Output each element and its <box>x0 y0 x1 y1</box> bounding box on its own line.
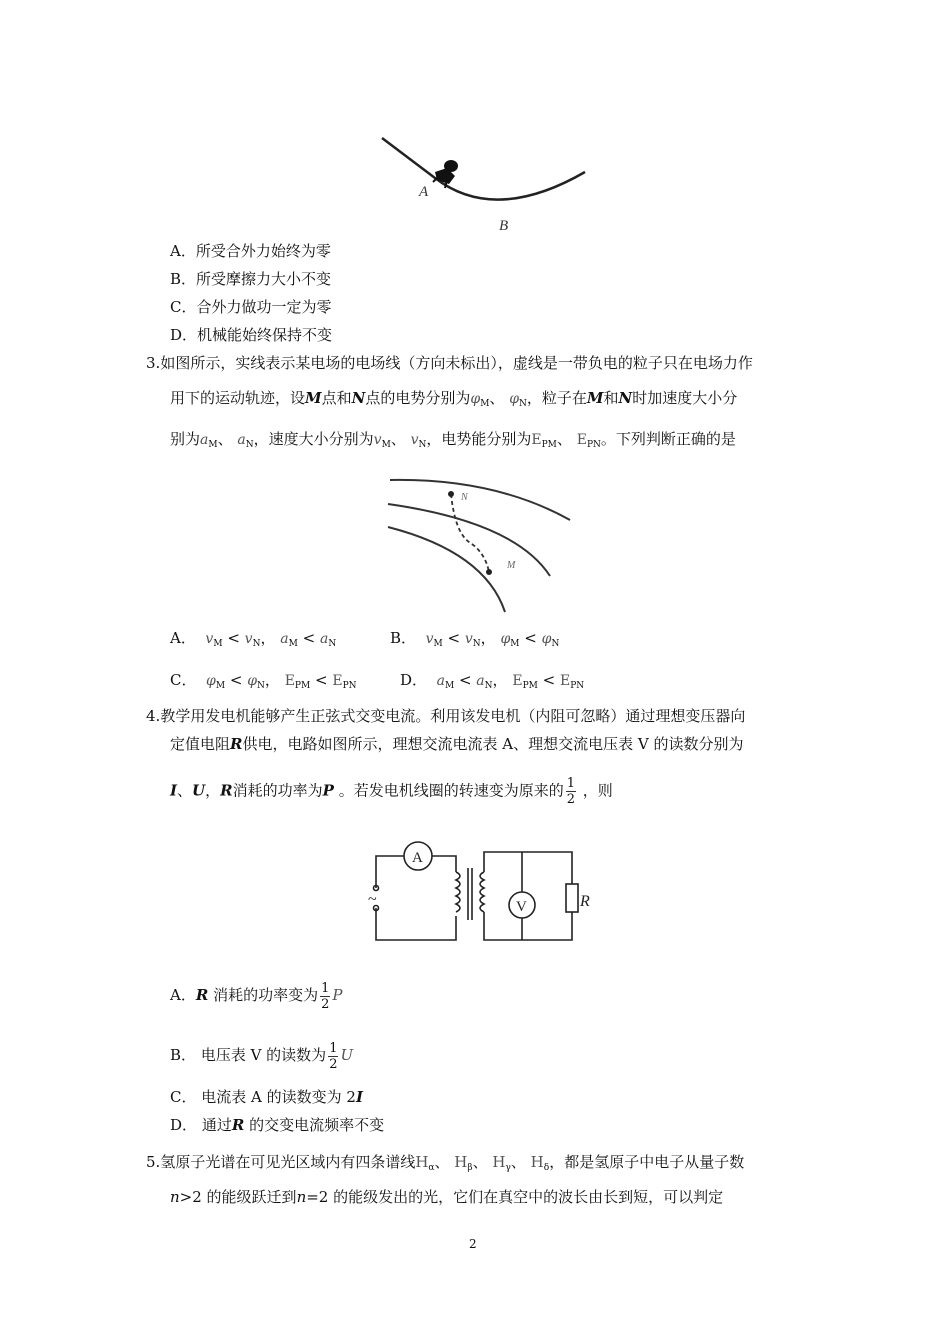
figure-bowl-track <box>375 132 590 234</box>
q3-line-2: 用下的运动轨迹，设M点和N点的电势分别为$\varphi_M$、 $\varphi_N$，粒子在M和N时加速度大小分 <box>170 389 738 409</box>
point-m <box>486 569 492 575</box>
q2-option-c: C．合外力做功一定为零 <box>170 298 332 316</box>
svg-text:N: N <box>461 492 468 503</box>
fraction-one-half: $\frac{1}{2}$ <box>566 776 575 807</box>
label-a: A <box>419 184 429 200</box>
q3-option-a: A． $v_M < v_N$， $a_M < a_N$ <box>170 629 337 649</box>
q5-line-2: n>2 的能级跃迁到n=2 的能级发出的光，它们在真空中的波长由长到短，可以判定 <box>170 1188 724 1206</box>
figure-circuit <box>362 838 598 948</box>
q4-option-b: B． 电压表 V 的读数为 $\frac{1}{2}$ U <box>170 1040 354 1072</box>
block-person-icon <box>433 160 458 188</box>
q3-option-c: C． $\varphi_M < \varphi_N$， $E_{PM} < E_{PN}$ <box>170 671 357 691</box>
point-n <box>448 491 454 497</box>
q2-option-d: D．机械能始终保持不变 <box>170 326 333 344</box>
svg-text:M: M <box>507 560 516 571</box>
page-number: 2 <box>469 1237 477 1251</box>
q4-option-a: A．R 消耗的功率变为 $\frac{1}{2}$ P <box>170 980 343 1012</box>
q4-line-2: 定值电阻R供电，电路如图所示，理想交流电流表 A、理想交流电压表 V 的读数分别为 <box>170 735 744 753</box>
q2-option-b: B．所受摩擦力大小不变 <box>170 270 332 288</box>
q4-line-1: 4.教学用发电机能够产生正弦式交变电流。利用该发电机（内阻可忽略）通过理想变压器向 <box>146 707 746 725</box>
q3-line-3: 别为$a_M$、 $a_N$，速度大小分别为$v_M$、 $v_N$，电势能分别为$E_{PM}$、 $E_{PN}$。下列判断正确的是 <box>170 430 736 450</box>
q5-line-1: 5.氢原子光谱在可见光区域内有四条谱线$H_\alpha$、 $H_\beta$、 $H_\gamma$、 $H_\delta$，都是氢原子中电子从量子数 <box>146 1153 745 1173</box>
resistor-label: R <box>580 893 590 910</box>
q3-line-1: 3.如图所示，实线表示某电场的电场线（方向未标出），虚线是一带负电的粒子只在电场力作 <box>146 354 753 372</box>
voltmeter-label: V <box>516 899 527 915</box>
q3-option-b: B． $v_M < v_N$， $\varphi_M < \varphi_N$ <box>390 629 560 649</box>
q4-line-3: I、U，R消耗的功率为P 。若发电机线圈的转速变为原来的 $\frac{1}{2}$ ，则 <box>170 776 613 807</box>
q3-option-d: D． $a_M < a_N$， $E_{PM} < E_{PN}$ <box>400 671 585 691</box>
ammeter-label: A <box>412 850 423 866</box>
ac-source-icon: ~ <box>368 891 377 908</box>
q4-option-d: D． 通过R 的交变电流频率不变 <box>170 1116 385 1134</box>
label-b: B <box>499 218 509 234</box>
q2-option-a: A．所受合外力始终为零 <box>170 242 331 260</box>
q4-option-c: C． 电流表 A 的读数变为 2I <box>170 1088 363 1106</box>
figure-field-lines <box>385 472 575 617</box>
